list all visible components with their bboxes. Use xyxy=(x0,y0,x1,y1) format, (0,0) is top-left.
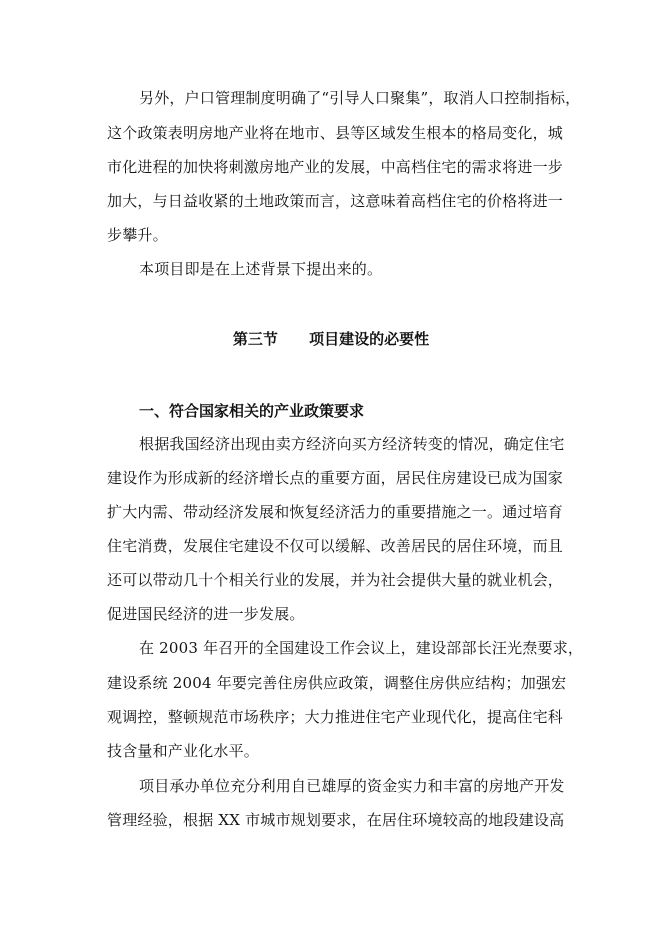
paragraph-1-line-2: 这个政策表明房地产业将在地市、县等区域发生根本的格局变化，城 xyxy=(107,124,564,142)
paragraph-4-line-3: 观调控，整顿规范市场秩序；大力推进住宅产业现代化，提高住宅科 xyxy=(107,708,564,726)
paragraph-5-line-1: 项目承办单位充分利用自已雄厚的资金实力和丰富的房地产开发 xyxy=(139,777,565,795)
paragraph-4-line-1: 在 2003 年召开的全国建设工作会议上，建设部部长汪光焘要求， xyxy=(139,639,584,657)
paragraph-1-line-4: 加大，与日益收紧的土地政策而言，这意味着高档住宅的价格将进一 xyxy=(107,192,564,210)
paragraph-2-line-1: 本项目即是在上述背景下提出来的。 xyxy=(139,260,383,278)
paragraph-1-line-1: 另外，户口管理制度明确了“引导人口聚集”，取消人口控制指标， xyxy=(139,89,581,107)
paragraph-4-line-4: 技含量和产业化水平。 xyxy=(107,742,260,760)
paragraph-3-line-1: 根据我国经济出现由卖方经济向买方经济转变的情况，确定住宅 xyxy=(139,435,565,453)
subheading: 一、符合国家相关的产业政策要求 xyxy=(139,402,365,420)
paragraph-3-line-3: 扩大内需、带动经济发展和恢复经济活力的重要措施之一。通过培育 xyxy=(107,503,564,521)
paragraph-1-line-5: 步攀升。 xyxy=(107,226,168,244)
section-title: 第三节 项目建设的必要性 xyxy=(232,330,430,348)
paragraph-3-line-4: 住宅消费，发展住宅建设不仅可以缓解、改善居民的居住环境，而且 xyxy=(107,537,564,555)
paragraph-3-line-5: 还可以带动几十个相关行业的发展，并为社会提供大量的就业机会， xyxy=(107,571,564,589)
paragraph-3-line-6: 促进国民经济的进一步发展。 xyxy=(107,605,305,623)
paragraph-1-line-3: 市化进程的加快将刺激房地产业的发展，中高档住宅的需求将进一步 xyxy=(107,158,564,176)
paragraph-5-line-2: 管理经验，根据 XX 市城市规划要求，在居住环境较高的地段建设高 xyxy=(107,811,565,829)
paragraph-4-line-2: 建设系统 2004 年要完善住房供应政策，调整住房供应结构；加强宏 xyxy=(107,674,567,692)
paragraph-3-line-2: 建设作为形成新的经济增长点的重要方面，居民住房建设已成为国家 xyxy=(107,469,564,487)
